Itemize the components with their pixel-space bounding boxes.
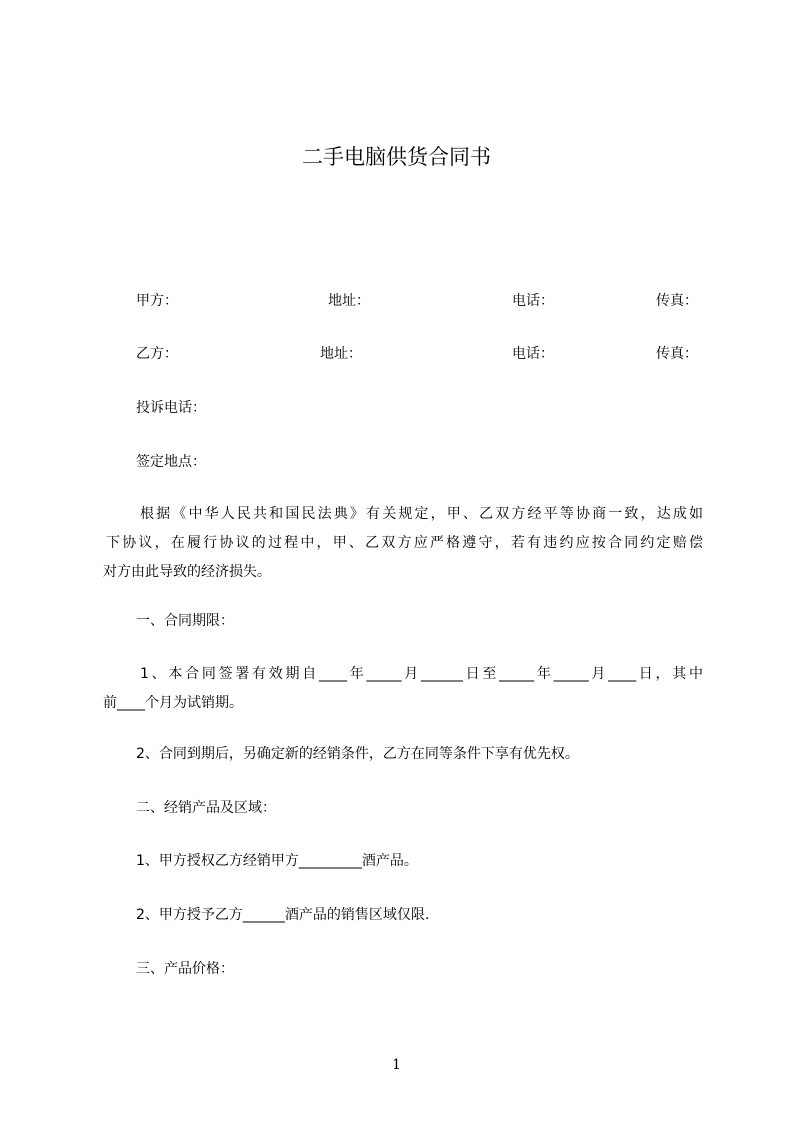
- party-a-fax-label: 传真：: [656, 293, 698, 309]
- section-1-item-1: [103, 660, 703, 718]
- party-a-label: 甲方：: [136, 293, 178, 309]
- complaint-phone-label: 投诉电话：: [136, 400, 206, 416]
- party-a-address-label: 地址：: [328, 293, 370, 309]
- section-2-item-2: 2、甲方授予乙方______酒产品的销售区域仅限.: [136, 907, 430, 923]
- section-3-heading: 三、产品价格：: [136, 961, 234, 977]
- party-b-label: 乙方：: [136, 346, 178, 362]
- page-number: 1: [392, 1057, 401, 1073]
- section-1-item-1-line-2: 前____个月为试销期。: [103, 695, 243, 711]
- section-2-item-1: 1、甲方授权乙方经销甲方_________酒产品。: [136, 853, 418, 869]
- document-title: 二手电脑供货合同书: [302, 145, 491, 169]
- section-1-heading: 一、合同期限：: [136, 613, 234, 629]
- intro-paragraph: [103, 500, 703, 587]
- party-a-row: [0, 291, 793, 311]
- party-b-row: [0, 344, 793, 364]
- section-2-heading: 二、经销产品及区域：: [136, 800, 276, 816]
- party-b-address-label: 地址：: [320, 346, 362, 362]
- party-b-fax-label: 传真：: [656, 346, 698, 362]
- signing-place-label: 签定地点：: [136, 454, 206, 470]
- intro-line-3: 对方由此导致的经济损失。: [103, 564, 271, 580]
- party-b-phone-label: 电话：: [512, 346, 554, 362]
- section-1-item-2: 2、合同到期后，另确定新的经销条件，乙方在同等条件下享有优先权。: [136, 746, 579, 762]
- section-1-item-1-line-1: 1、本合同签署有效期自____年_____月______日至_____年_____月____日，其中: [140, 666, 703, 682]
- intro-line-2: 下协议，在履行协议的过程中，甲、乙双方应严格遵守，若有违约应按合同约定赔偿: [106, 535, 703, 551]
- party-a-phone-label: 电话：: [512, 293, 554, 309]
- intro-line-1: 根据《中华人民共和国民法典》有关规定，甲、乙双方经平等协商一致，达成如: [140, 506, 703, 522]
